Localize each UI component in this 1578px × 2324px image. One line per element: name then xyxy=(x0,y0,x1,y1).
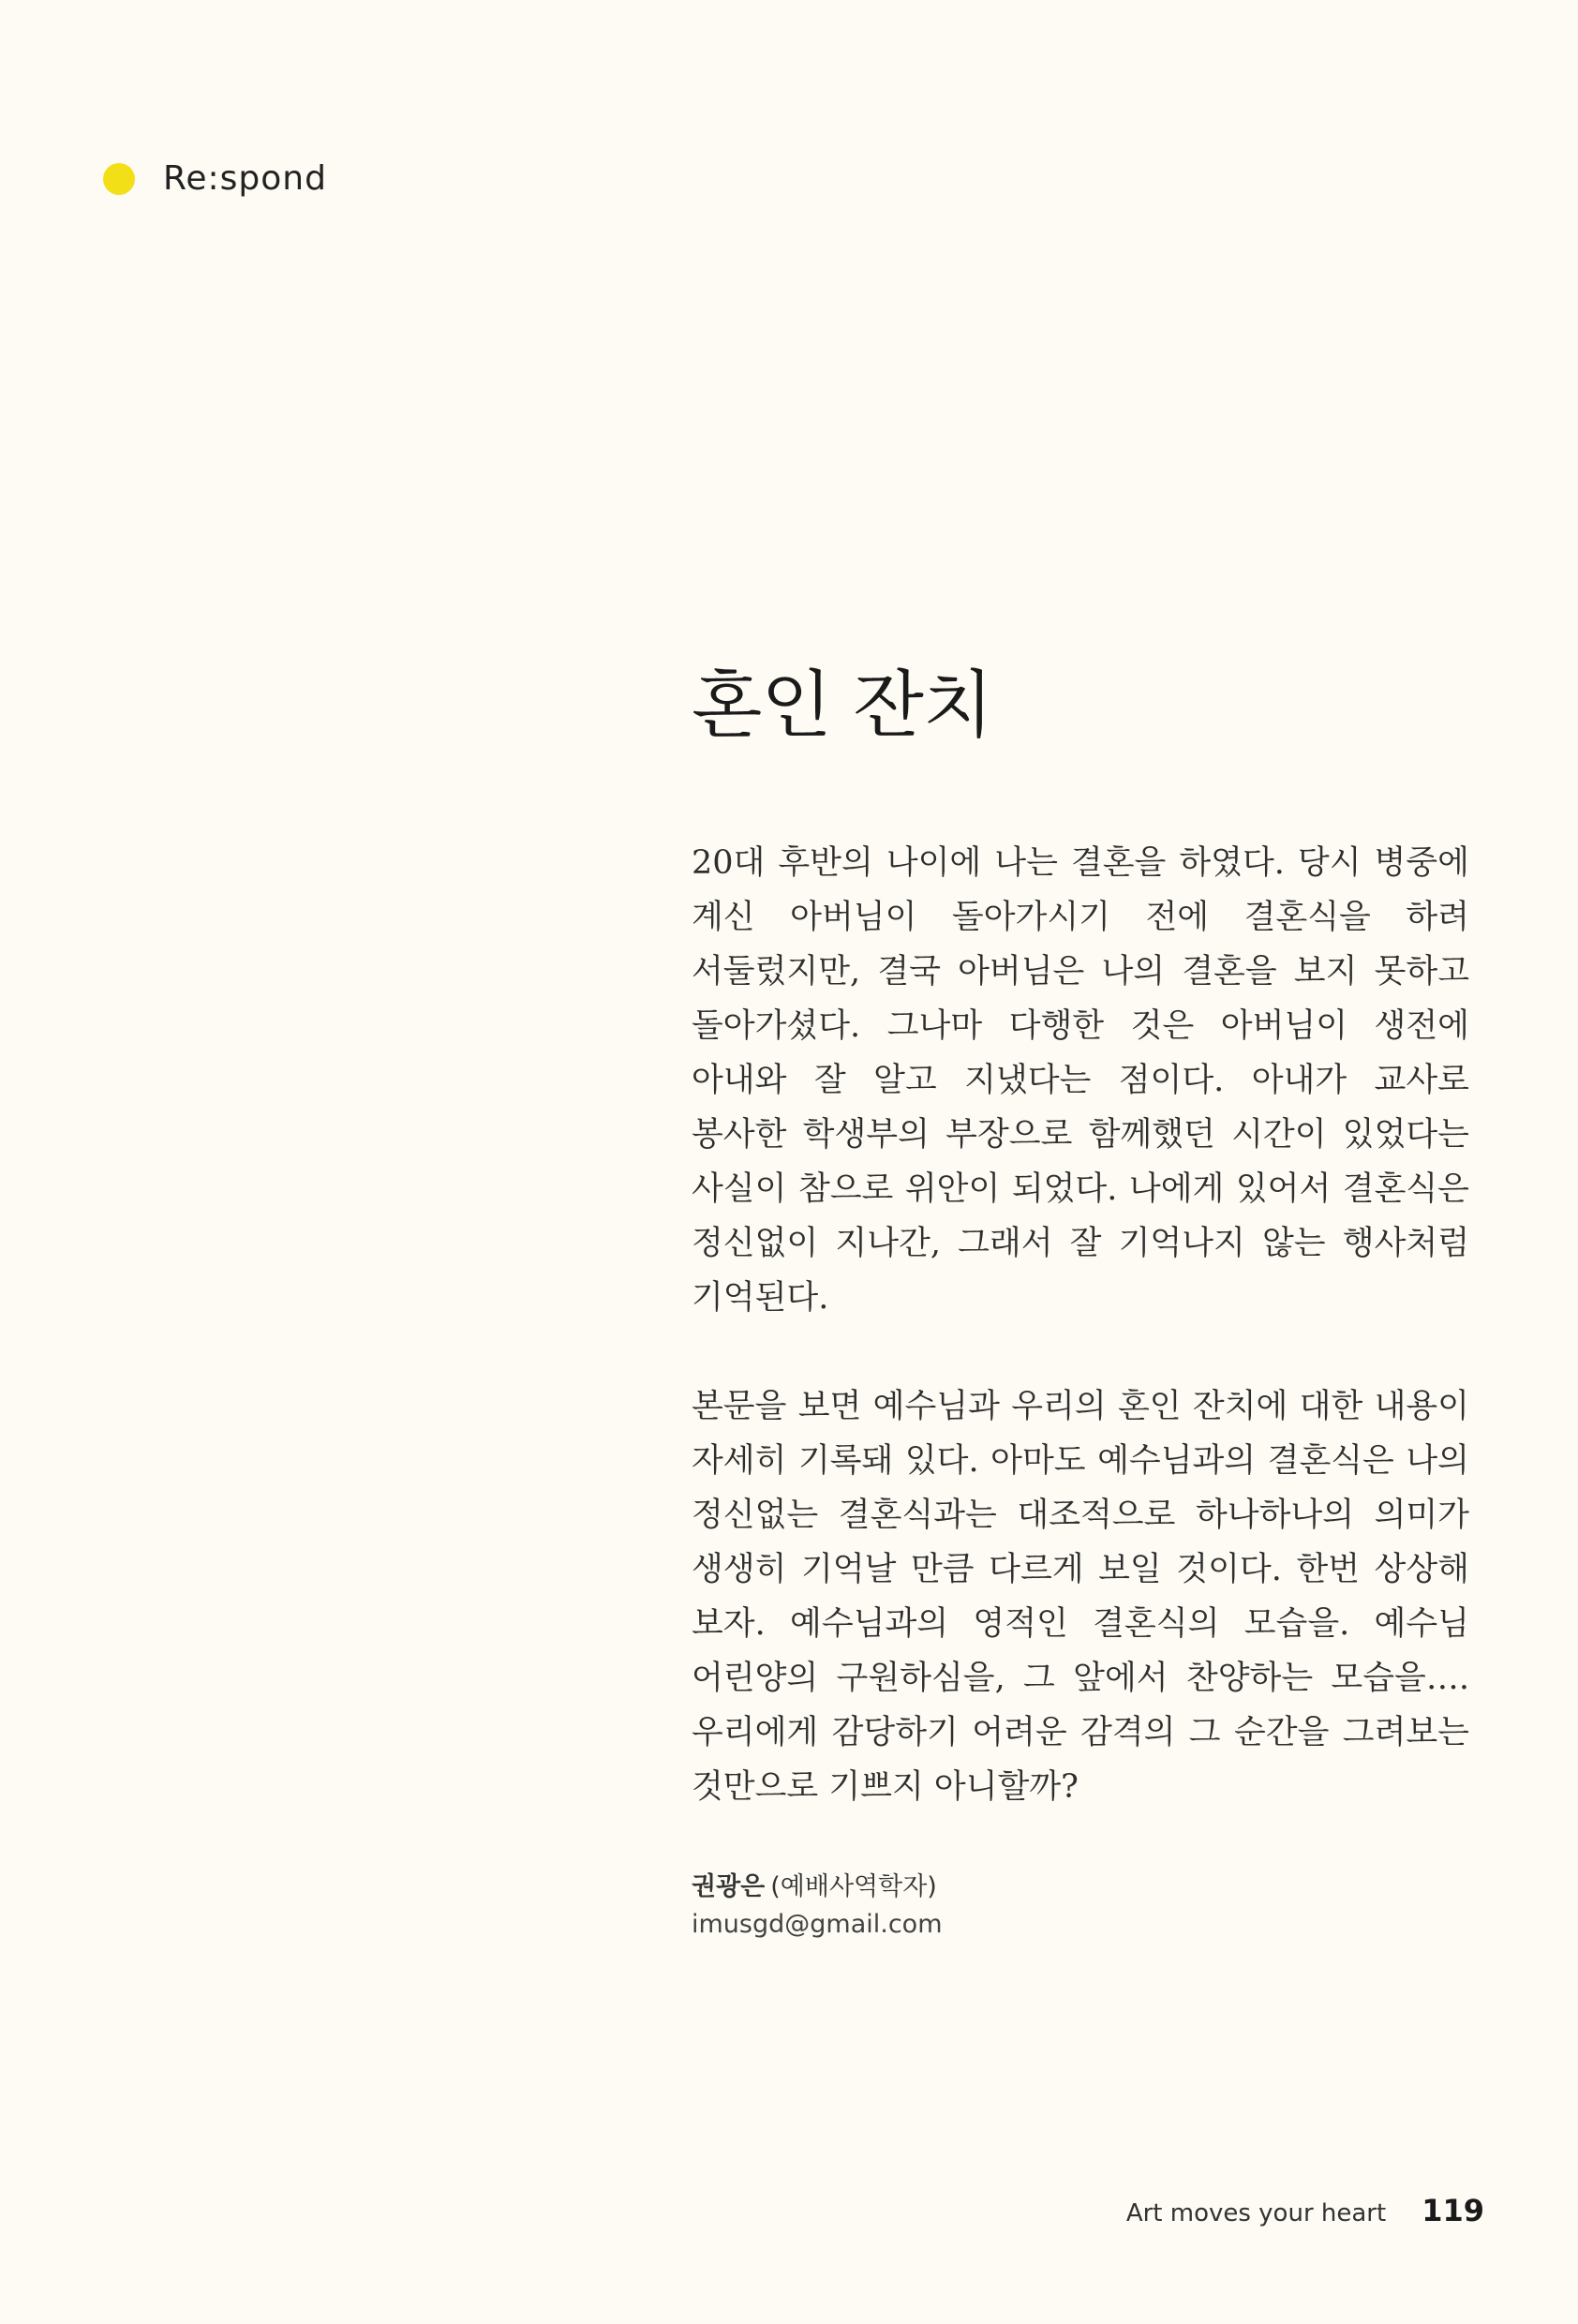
article-title: 혼인 잔치 xyxy=(692,663,993,748)
section-tag xyxy=(103,159,327,198)
page-number: 119 xyxy=(1422,2193,1484,2228)
page-footer xyxy=(1126,2193,1484,2228)
article-paragraph: 20대 후반의 나이에 나는 결혼을 하였다. 당시 병중에 계신 아버님이 돌아가시기 전에 결혼식을 하려 서둘렀지만, 결국 아버님은 나의 결혼을 보지 못하고 돌아가셨다. 그나마 다행한 것은 아버님이 생전에 아내와 잘 알고 지냈다는 점이다. 아내가 교사로 봉사한 학생부의 부장으로 함께했던 시간이 있었다는 사실이 참으로 위안이 되었다. 나에게 있어서 결혼식은 정신없이 지나간, 그래서 잘 기억나지 않는 행사처럼 기억된다. xyxy=(692,844,1469,1317)
section-dot-icon xyxy=(103,163,135,195)
author-email: imusgd@gmail.com xyxy=(692,1910,943,1939)
section-label: Re:spond xyxy=(163,159,327,198)
article xyxy=(692,647,1469,1944)
author-block xyxy=(692,1869,1469,1944)
article-paragraph: 본문을 보면 예수님과 우리의 혼인 잔치에 대한 내용이 자세히 기록돼 있다. 아마도 예수님과의 결혼식은 나의 정신없는 결혼식과는 대조적으로 하나하나의 의미가 생생히 기억날 만큼 다르게 보일 것이다. 한번 상상해 보자. 예수님과의 영적인 결혼식의 모습을. 예수님 어린양의 구원하심을, 그 앞에서 찬양하는 모습을…. 우리에게 감당하기 어려운 감격의 그 순간을 그려보는 것만으로 기쁘지 아니할까? xyxy=(692,1388,1469,1806)
author-role: (예배사역학자) xyxy=(770,1872,937,1901)
author-name: 권광은 xyxy=(692,1872,766,1901)
footer-tagline: Art moves your heart xyxy=(1125,2199,1387,2227)
